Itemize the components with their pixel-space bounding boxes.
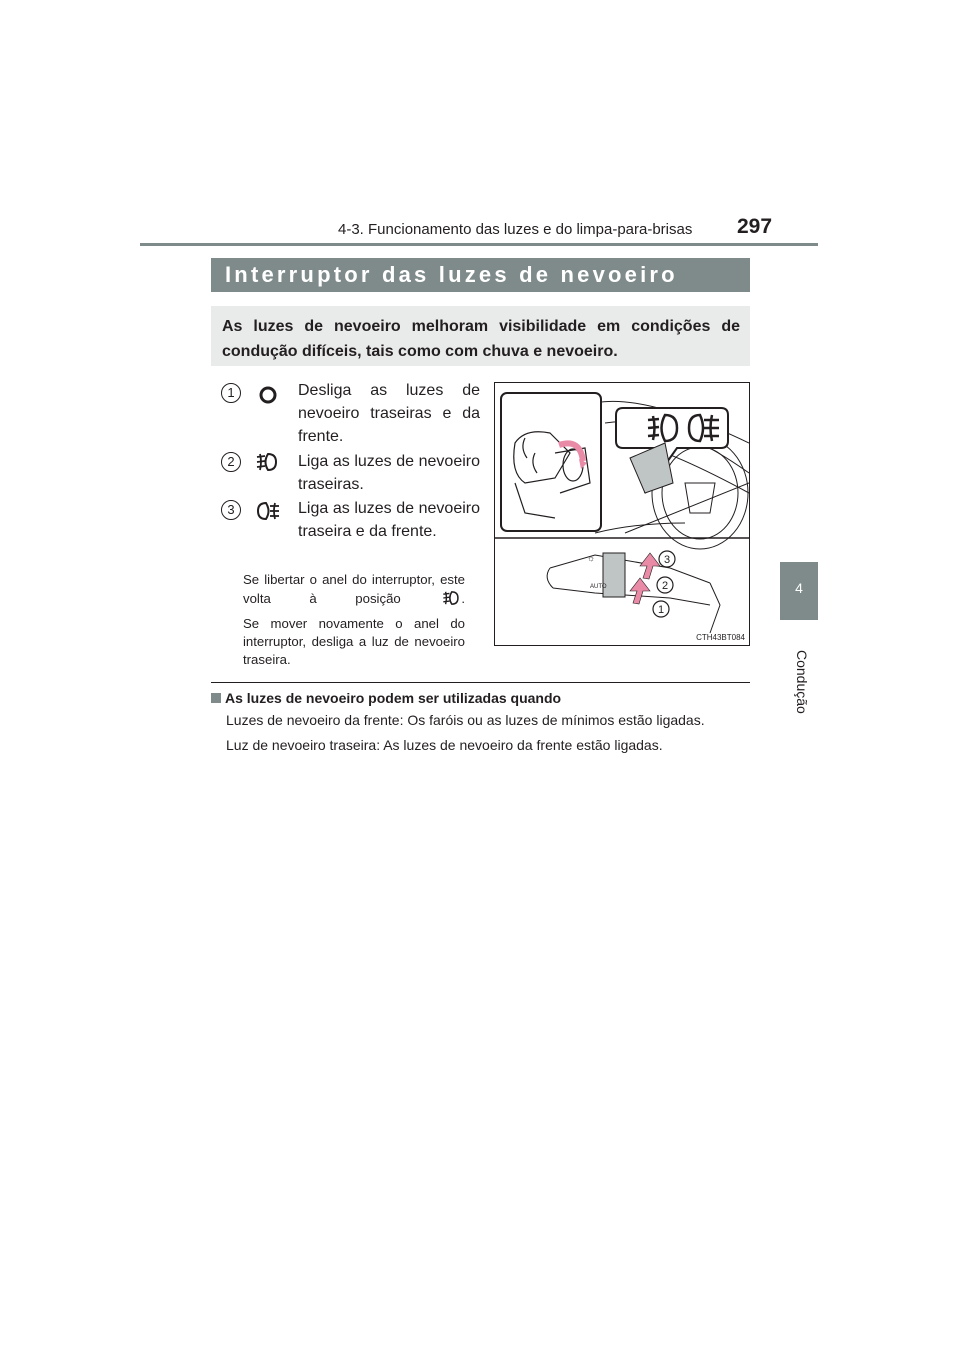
intro-text: As luzes de nevoeiro melhoram visibilidade em condições de condução difíceis, tais como com chuva e nevoeiro. [222,318,740,360]
usage-heading-text: As luzes de nevoeiro podem ser utilizadas quando [225,690,562,706]
fog-switch-illustration [494,382,750,646]
item-number-3: 3 [221,500,241,520]
usage-heading [211,690,561,706]
item-text-3: Liga as luzes de nevoeiro traseira e da frente. [298,500,480,540]
release-note: Se libertar o anel do interruptor, este volta à posição [243,572,465,606]
callout-2: 2 [661,580,669,592]
figure-code: CTH43BT084 [696,633,745,642]
chapter-number: 4 [795,580,803,596]
front-fog-light-icon [254,451,280,473]
svg-text:☼: ☼ [587,553,596,563]
bullet-square-icon [211,693,221,703]
illustration-drawing [495,383,750,646]
intro-box [211,306,750,366]
item-text-2: Liga as luzes de nevoeiro traseiras. [298,453,480,493]
page-number: 297 [737,215,773,238]
callout-3: 3 [663,554,671,566]
release-note-line1 [243,571,465,608]
chapter-label: Condução [794,650,810,714]
section-divider [211,682,750,683]
section-reference: 4-3. Funcionamento das luzes e do limpa-para-brisas [338,221,693,238]
fog-lights-off-icon [255,384,281,406]
item-number-1: 1 [221,383,241,403]
callout-1: 1 [657,604,665,616]
item-text-1: Desliga as luzes de nevoeiro traseiras e da frente. [298,382,480,445]
auto-label: AUTO [590,584,607,590]
section-title-bar [211,258,750,292]
front-fog-light-inline-icon [441,589,461,607]
usage-rear-fog: Luz de nevoeiro traseira: As luzes de nevoeiro da frente estão ligadas. [226,737,663,753]
rear-fog-light-icon [255,500,281,522]
usage-front-fog: Luzes de nevoeiro da frente: Os faróis ou as luzes de mínimos estão ligadas. [226,712,705,728]
release-note-end: . [461,591,465,606]
section-title: Interruptor das luzes de nevoeiro [225,262,678,287]
chapter-tab[interactable] [780,562,818,620]
item-number-2: 2 [221,452,241,472]
header-divider [140,243,818,246]
move-again-note: Se mover novamente o anel do interruptor, desliga a luz de nevoeiro traseira. [243,616,465,667]
